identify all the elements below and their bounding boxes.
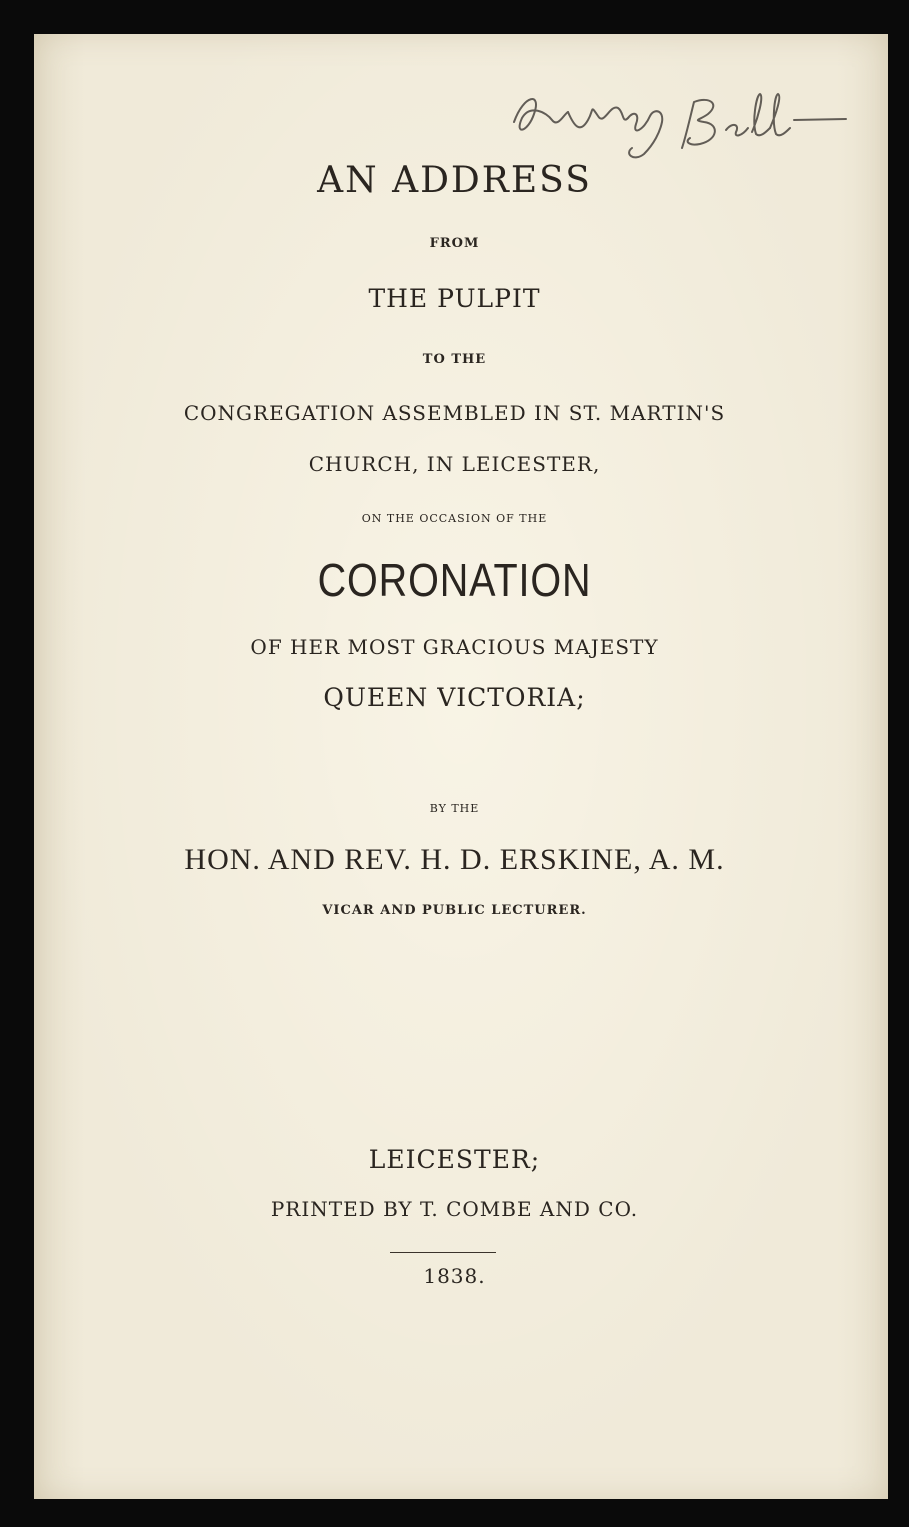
audience-line-1: CONGREGATION ASSEMBLED IN ST. MARTIN'S: [183, 401, 726, 425]
to-the-label: TO THE: [422, 352, 487, 367]
from-label: FROM: [429, 236, 480, 251]
source-line: THE PULPIT: [368, 284, 541, 313]
by-the-label: BY THE: [429, 802, 480, 815]
imprint-place: LEICESTER;: [368, 1145, 541, 1174]
handwritten-signature: [494, 74, 888, 169]
subject-line-1: OF HER MOST GRACIOUS MAJESTY: [250, 635, 659, 659]
title-heading: AN ADDRESS: [317, 160, 592, 201]
audience-line-2: CHURCH, IN LEICESTER,: [308, 452, 601, 476]
occasion-title: CORONATION: [317, 554, 592, 606]
imprint-divider: [390, 1252, 496, 1253]
imprint-printer: PRINTED BY T. COMBE AND CO.: [270, 1197, 639, 1221]
imprint-year: 1838.: [423, 1264, 486, 1288]
occasion-intro: ON THE OCCASION OF THE: [361, 512, 548, 525]
subject-line-2: QUEEN VICTORIA;: [323, 683, 586, 712]
author-name: HON. AND REV. H. D. ERSKINE, A. M.: [184, 843, 725, 876]
author-role: VICAR AND PUBLIC LECTURER.: [322, 903, 587, 918]
